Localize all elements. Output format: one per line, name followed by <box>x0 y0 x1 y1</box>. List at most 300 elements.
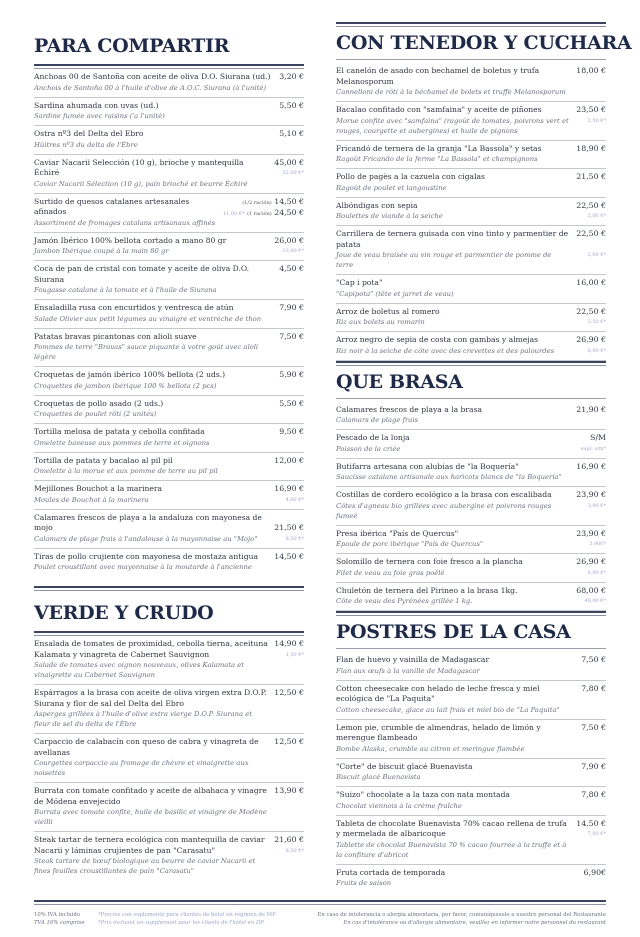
item-name-es: Tableta de chocolate Buenavista 70% cacao rellena de trufa y mermelada de albaricoque <box>336 818 567 838</box>
item-name-fr: Tablette de chocolat Buenavista 70 % cacao fourrée à la truffe et à la confiture d'abricot <box>336 840 567 859</box>
item-text <box>34 456 274 477</box>
price-value: 18,90 € <box>576 143 606 153</box>
item-price <box>274 786 304 797</box>
item-name-es: Butifarra artesana con alubias de "la Boquería" <box>336 461 519 471</box>
item-text <box>336 335 576 356</box>
price-value: 5,50 € <box>279 100 304 110</box>
item-prices <box>581 433 606 454</box>
supp-es: *Precios con suplemento para clientes de hotel en régimen de MP <box>98 912 276 918</box>
item-text <box>34 197 223 228</box>
item-name-fr: Poulet croustillant avec mayonnaise à la moutarde à l'ancienne <box>34 563 252 571</box>
item-name-es: Sardina ahumada con uvas (ud.) <box>34 100 159 110</box>
item-prices <box>274 158 304 189</box>
menu-section <box>336 370 606 617</box>
vat-note <box>34 911 92 927</box>
item-name-es: El canelón de asado con bechamel de boletus y trufa Melanosporum <box>336 66 540 86</box>
price-value: 23,90 € <box>576 528 606 538</box>
section-title: VERDE Y CRUDO <box>34 602 214 624</box>
menu-item <box>336 402 606 431</box>
item-prices <box>279 264 304 295</box>
item-price <box>274 456 304 467</box>
item-name-fr: Sardine fumée avec raisins ('a l'unité) <box>34 112 165 120</box>
menu-item <box>34 685 304 734</box>
item-name-es: Croquetas de pollo asado (2 uds.) <box>34 398 164 408</box>
item-name-es: Cotton cheesecake con helado de leche fresca y miel ecológica de "La Paquita" <box>336 683 540 703</box>
price-value: 4,50 € <box>279 264 304 273</box>
price-value: 9,50 € <box>279 427 304 436</box>
item-prices <box>576 405 606 426</box>
section-title: PARA COMPARTIR <box>34 35 230 57</box>
item-name-es: Chuletón de ternera del Pirineo a la brasa 1kg. <box>336 585 518 595</box>
item-name-es: "Corte" de biscuit glacé Buenavista <box>336 761 473 771</box>
item-text <box>34 158 274 189</box>
item-name-es: Ensaladilla rusa con encurtidos y ventresca de atún <box>34 303 234 312</box>
item-name-fr: "Capipota" (tête et jarret de veau) <box>336 289 454 298</box>
item-name-es: Carrillera de ternera guisada con vino tinto y parmentier de patata <box>336 229 569 249</box>
price-value: 26,90 € <box>576 335 606 344</box>
menu-item <box>34 734 304 783</box>
item-price <box>576 490 606 501</box>
item-price-2 <box>223 208 304 220</box>
item-prices <box>279 101 304 122</box>
item-name-fr: Omelette baveuse aux pommes de terre et oignons <box>34 438 210 447</box>
menu-item <box>336 226 606 275</box>
item-prices <box>274 236 304 257</box>
item-prices <box>581 762 606 783</box>
item-prices <box>274 552 304 573</box>
item-name-fr: Côte de veau des Pyrénées grillée 1 kg. <box>336 597 473 605</box>
item-text <box>34 835 274 876</box>
menu-item <box>336 487 606 526</box>
item-text <box>336 66 576 97</box>
menu-item <box>34 261 304 300</box>
item-text <box>34 427 279 448</box>
item-name-fr: Salade Olivier aux petit légumes au vinaigre et ventrèche de thon <box>34 314 262 323</box>
price-value: 21,50 € <box>274 523 304 532</box>
item-name-fr: Courgettes carpaccio au fromage de chèvre et vinaigrette aux noisettes <box>34 759 249 777</box>
price-value: 14,50 € <box>576 818 606 828</box>
item-text <box>34 552 274 573</box>
menu-item <box>336 63 606 102</box>
item-prices <box>279 332 304 363</box>
price-value: 23,50 € <box>576 105 606 114</box>
footer <box>34 911 606 927</box>
item-prices <box>274 484 304 505</box>
price-value: 5,50 € <box>279 398 304 408</box>
item-prices <box>584 868 606 889</box>
section-title: POSTRES DE LA CASA <box>336 621 571 643</box>
item-prices <box>274 688 304 729</box>
supplement-price: 6,90 €* <box>587 569 606 576</box>
item-name-fr: Flan aux œufs à la vanille de Madagascar <box>336 666 480 675</box>
item-prices <box>576 144 606 165</box>
item-text <box>34 332 279 363</box>
supplement-price: 2,50 €* <box>587 117 606 124</box>
supplement-price: 1,50 €* <box>285 651 304 658</box>
menu-item <box>336 102 606 141</box>
price-value: 23,90 € <box>576 490 606 499</box>
item-prices <box>576 586 606 607</box>
item-name-es: Burrata con tomate confitado y aceite de albahaca y vinagre de Módena envejecido <box>34 786 267 806</box>
item-name-es: Pollo de pagès a la cazuela con cigalas <box>336 172 485 181</box>
supplement-price: 4,00 €* <box>285 496 304 503</box>
menu-item <box>34 636 304 685</box>
menu-item <box>34 98 304 127</box>
menu-item <box>34 481 304 510</box>
price-value: 7,50 € <box>279 331 304 341</box>
item-price <box>274 523 304 534</box>
item-name-es: Caviar Nacarii Selección (10 g), brioche y mantequilla Échiré <box>34 157 244 177</box>
footer-divider <box>34 900 606 905</box>
supplement-price: 2,50 €* <box>587 319 606 325</box>
menu-item <box>336 141 606 170</box>
item-prices <box>223 197 304 228</box>
item-price <box>576 557 606 568</box>
price-value: 12,50 € <box>274 688 304 697</box>
price-value: 21,50 € <box>576 172 606 181</box>
item-text <box>34 129 279 150</box>
supplement-price: 2,00 €* <box>587 213 606 219</box>
menu-columns <box>34 22 632 892</box>
price-value: 45,00 € <box>274 157 304 167</box>
item-text <box>336 655 581 676</box>
item-prices <box>576 307 606 328</box>
item-name-fr: Hûitres nº3 du delta de l'Èbre <box>34 140 138 149</box>
item-name-fr: Riz noir à la seiche de côte avec des crevettes et des palourdes <box>336 346 555 355</box>
item-name-fr: Biscuit glacé Buenavista <box>336 773 421 781</box>
item-price <box>279 332 304 343</box>
menu-item <box>336 787 606 816</box>
menu-item <box>34 194 304 233</box>
price-value: 13,90 € <box>274 786 304 795</box>
vat-fr: TVA 10% comprise <box>34 920 85 926</box>
item-price <box>576 529 606 540</box>
item-prices <box>279 370 304 391</box>
item-price <box>274 835 304 846</box>
right-column <box>336 22 632 892</box>
price-value: 26,90 € <box>576 557 606 566</box>
item-text <box>34 399 279 420</box>
price-value: 16,00 € <box>576 278 606 287</box>
item-price <box>576 405 606 416</box>
item-name-es: Surtido de quesos catalanes artesanales afinados <box>34 196 190 216</box>
price-value: 5,10 € <box>279 129 304 138</box>
menu-item <box>34 453 304 482</box>
price-value: 22,50 € <box>576 306 606 316</box>
item-text <box>34 101 279 122</box>
spacer <box>34 576 304 586</box>
price-value: 7,80 € <box>581 683 606 693</box>
item-price <box>279 264 304 275</box>
menu-section <box>34 34 304 576</box>
price-value: 22,50 € <box>576 200 606 210</box>
item-name-es: Ostra nº3 del Delta del Ebro <box>34 129 144 138</box>
item-text <box>34 786 274 827</box>
price-value: 7,80 € <box>581 790 606 799</box>
item-text <box>336 490 576 521</box>
item-name-fr: Chocolat viennois à la crème fraîche <box>336 801 462 810</box>
item-price <box>279 72 304 83</box>
item-name-fr: Riz aux bolets au romarin <box>336 318 425 326</box>
item-price <box>274 639 304 650</box>
item-price <box>581 655 606 666</box>
item-price <box>274 484 304 495</box>
item-price <box>576 144 606 155</box>
item-name-fr: Ragoût Fricando de la ferme "La Bassola" et champignons <box>336 155 538 163</box>
supplement-price: 48,00 €* <box>584 598 606 604</box>
item-price <box>279 303 304 314</box>
item-prices <box>576 105 606 136</box>
price-value: 5,90 € <box>279 370 304 379</box>
item-price <box>274 552 304 563</box>
item-price <box>576 462 606 473</box>
menu-item <box>336 759 606 788</box>
item-name-fr: Moules de Bouchot à la marinera <box>34 495 149 504</box>
supp-fr: *Prix incluant un supplément pour les clients de l'hôtel en DP <box>98 920 264 926</box>
menu-item <box>34 424 304 453</box>
item-prices <box>576 172 606 193</box>
item-text <box>336 405 576 426</box>
menu-item <box>34 126 304 155</box>
item-price <box>576 105 606 116</box>
item-prices <box>576 819 606 860</box>
item-price <box>274 737 304 748</box>
item-prices <box>274 786 304 827</box>
item-name-es: Lemon pie, crumble de almendras, helado de limón y merengue flambeado <box>336 722 541 742</box>
item-name-fr: Saucisse catalane artisanale aux haricots blancs de "la Boquería" <box>336 473 562 481</box>
item-text <box>336 557 576 578</box>
item-name-fr: Pommes de terre "Bravas" sauce piquante à votre goût avec aïoli légère <box>34 343 259 361</box>
item-text <box>34 236 274 257</box>
menu-item <box>34 783 304 832</box>
item-price <box>576 819 606 830</box>
item-name-es: Calamares frescos de playa a la andaluza con mayonesa de mojo <box>34 512 262 532</box>
menu-item <box>336 720 606 759</box>
item-name-fr: Calamars de plage frais à l'andalouse à la mayonnaise au "Mojo" <box>34 534 258 543</box>
price-note: (1 ración) <box>247 211 272 217</box>
item-prices <box>274 737 304 778</box>
item-price <box>581 762 606 773</box>
item-prices <box>274 456 304 477</box>
allergy-fr: En cas d'intolérance ou d'allergie alimentaire, veuillez en informer notre personnel du restaurant <box>343 920 606 926</box>
item-text <box>34 688 274 729</box>
menu-item <box>34 233 304 262</box>
menu-item <box>34 300 304 329</box>
item-price <box>279 399 304 410</box>
item-price <box>576 586 606 597</box>
item-price <box>584 868 606 879</box>
item-name-es: Solomillo de ternera con foie fresco a la plancha <box>336 557 523 566</box>
section-divider <box>336 361 606 366</box>
supplement-price: 11,00 €* <box>222 211 245 217</box>
item-name-es: Ensalada de tomates de proximidad, cebolla tierna, aceituna Kalamata y vinagreta de Cabernet Sauvignon <box>34 639 268 659</box>
item-text <box>336 723 581 754</box>
item-prices <box>576 462 606 483</box>
item-name-es: Steak tartar de ternera ecológica con mantequilla de caviar Nacarii y láminas crujientes de pan "Carasatu" <box>34 835 265 855</box>
supplement-price: 3,90€* <box>589 541 606 547</box>
supplement-price: supl. s/m* <box>580 445 606 452</box>
price-value: 68,00 € <box>576 585 606 595</box>
item-name-es: Flan de huevo y vainilla de Madagascar <box>336 655 490 664</box>
item-name-es: Patatas bravas picantonas con alioli suave <box>34 331 197 341</box>
section-divider <box>336 611 606 616</box>
left-column <box>34 22 304 880</box>
menu-item <box>336 526 606 555</box>
item-text <box>34 370 279 391</box>
item-prices <box>279 303 304 324</box>
item-price <box>223 197 304 209</box>
price-value: 3,20 € <box>279 72 304 81</box>
price-note: (1/2 ración) <box>242 199 272 206</box>
spacer <box>34 591 304 601</box>
menu-item <box>336 554 606 583</box>
item-price <box>274 236 304 247</box>
menu-item <box>336 198 606 227</box>
section-top-rule <box>336 22 606 27</box>
item-name-es: Bacalao confitado con "samfaina" y aceite de piñones <box>336 105 542 114</box>
item-name-fr: Épaule de porc ibérique "País de Quercus" <box>336 540 483 548</box>
item-text <box>336 278 576 299</box>
item-text <box>336 105 576 136</box>
item-prices <box>279 399 304 420</box>
item-prices <box>581 790 606 811</box>
menu-item <box>336 652 606 681</box>
item-prices <box>581 723 606 754</box>
item-text <box>336 529 576 550</box>
item-name-fr: Caviar Nacarii Sélection (10 g), pain brioché et beurre Échiré <box>34 179 248 188</box>
item-price <box>581 684 606 695</box>
item-name-fr: Croquettes de jambon ibérique 100 % bellota (2 pcs) <box>34 381 217 390</box>
price-value: 26,00 € <box>274 235 304 245</box>
item-prices <box>581 684 606 715</box>
item-text <box>336 868 584 889</box>
item-price <box>581 790 606 801</box>
price-value: 6,90€ <box>583 867 606 877</box>
menu-item <box>336 583 606 612</box>
item-prices <box>274 513 304 544</box>
price-value: 22,50 € <box>576 229 606 238</box>
item-prices <box>576 529 606 550</box>
title-rule <box>336 59 606 60</box>
item-name-es: Coca de pan de cristal con tomate y aceite de oliva D.O. Siurana <box>34 264 250 284</box>
menu-item <box>336 865 606 893</box>
item-price <box>576 335 606 346</box>
price-value: 14,90 € <box>274 639 304 648</box>
item-name-fr: Fougasse catalane à la tomate et à l'huile de Siurana <box>34 286 217 294</box>
title-rule <box>336 398 606 399</box>
item-name-es: Costillas de cordero ecológico a la brasa con escalibada <box>336 490 552 499</box>
item-text <box>336 462 576 483</box>
item-name-fr: Asperges grillées à l'huile d'olive extra vierge D.O.P. Siurana et fleur de sel du delta de l'Èbre <box>34 710 253 728</box>
item-text <box>336 307 576 328</box>
item-name-es: Calamares frescos de playa a la brasa <box>336 404 482 414</box>
item-price <box>576 278 606 289</box>
price-value: 12,50 € <box>274 737 304 746</box>
item-text <box>336 762 581 783</box>
price-value: 16,90 € <box>274 484 304 493</box>
item-price <box>279 370 304 381</box>
item-name-es: Croquetas de jamón ibérico 100% bellota (2 uds.) <box>34 370 226 379</box>
menu-item <box>34 69 304 98</box>
item-text <box>336 586 576 607</box>
item-name-fr: Omelette à la morue et aux pomme de terre au pil pil <box>34 467 218 475</box>
item-name-es: Presa ibérica "País de Quercus" <box>336 528 459 538</box>
item-name-fr: Ragoût de poulet et langoustine <box>336 183 447 192</box>
item-name-es: Pescado de la lonja <box>336 433 410 442</box>
item-name-fr: Morue confite avec "samfaina" (ragoût de tomates, poivrons vert et rouges, courgette et aubergines) et huile de pignons <box>336 116 569 135</box>
item-text <box>336 433 581 454</box>
supplement-price: 3,90 €* <box>587 502 606 509</box>
price-value: 14,50 € <box>274 196 304 206</box>
item-text <box>34 639 274 680</box>
item-prices <box>279 72 304 93</box>
item-name-es: Tortilla de patata y bacalao al pil pil <box>34 455 173 465</box>
item-name-fr: Jambon Ibérique coupé à la main 80 gr <box>34 247 169 255</box>
price-value: S/M <box>590 433 606 442</box>
item-name-fr: Salade de tomates avec oignon nouveaux, olives Kalamata et vinaigrette au Cabernet Sauvignon <box>34 661 245 679</box>
price-value: 21,60 € <box>274 835 304 844</box>
item-price <box>581 723 606 734</box>
item-text <box>34 484 274 505</box>
item-price <box>274 688 304 699</box>
allergy-es: En caso de intolerancia o alergia alimentaria, por favor, comuníqueselo a nuestro personal del Restaurante <box>317 912 606 918</box>
item-price <box>576 307 606 318</box>
item-prices <box>576 278 606 299</box>
price-value: 12,00 € <box>274 455 304 465</box>
item-prices <box>581 655 606 676</box>
item-text <box>336 684 581 715</box>
item-name-fr: Steak tartare de bœuf biologique au beurre de caviar Nacarii et fines feuilles croustillantes de pain "Carasatu" <box>34 857 256 875</box>
item-name-es: Mejillones Bouchot a la marinera <box>34 484 163 493</box>
item-name-fr: Bombe Alaska, crumble au citron et meringue flambée <box>336 744 525 753</box>
item-text <box>34 72 279 93</box>
supplement-note <box>98 911 278 927</box>
price-value: 7,90 € <box>581 761 606 771</box>
supplement-price: 8,50 €* <box>285 535 304 542</box>
menu-section <box>336 22 632 366</box>
item-text <box>336 790 581 811</box>
menu-item <box>336 681 606 720</box>
menu-item <box>34 396 304 425</box>
section-title: QUE BRASA <box>336 370 463 393</box>
item-name-fr: Burrata avec tomate confite, huile de basilic et vinaigre de Modène vieilli <box>34 808 267 826</box>
item-name-es: Fruta cortada de temporada <box>336 867 446 877</box>
menu-item <box>336 275 606 304</box>
item-price <box>279 129 304 140</box>
item-text <box>34 513 274 544</box>
item-prices <box>274 835 304 876</box>
item-name-es: Arroz negro de sepia de costa con gambas y almejas <box>336 335 539 344</box>
price-value: 16,90 € <box>576 461 606 471</box>
menu-item <box>336 332 606 361</box>
item-text <box>336 229 576 270</box>
item-price <box>274 158 304 169</box>
item-prices <box>576 335 606 356</box>
item-prices <box>274 639 304 680</box>
item-name-es: Anchoas 00 de Santoña con aceite de oliva D.O. Siurana (ud.) <box>34 72 271 81</box>
menu-item <box>34 510 304 549</box>
supplement-price: 2,00 €* <box>587 252 606 258</box>
menu-item <box>34 155 304 194</box>
item-name-fr: Calamars de plage frais <box>336 416 418 424</box>
item-name-es: Carpaccio de calabacín con queso de cabra y vinagreta de avellanas <box>34 737 259 757</box>
vat-es: 10% IVA incluido <box>34 912 80 918</box>
allergy-note <box>290 911 606 927</box>
item-name-fr: Poisson de la criée <box>336 444 401 453</box>
item-name-es: Jamón Ibérico 100% bellota cortado a mano 80 gr <box>34 235 227 245</box>
supplement-price: 7,00 €* <box>587 831 606 837</box>
item-price <box>576 229 606 240</box>
